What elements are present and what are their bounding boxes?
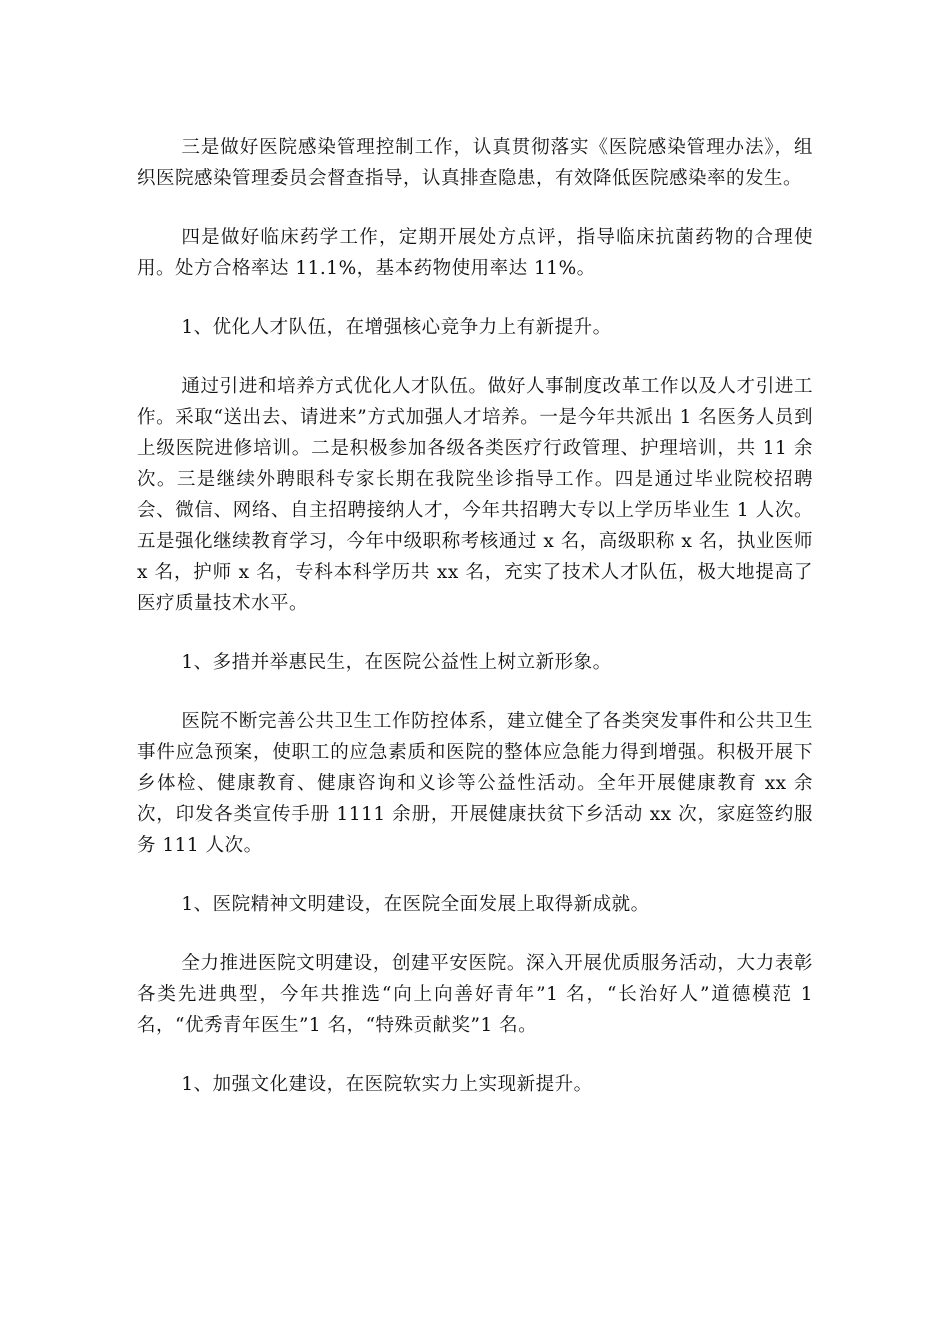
section-heading-public-welfare: 1、多措并举惠民生，在医院公益性上树立新形象。: [181, 652, 612, 673]
paragraph-clinical-pharmacy: 四是做好临床药学工作，定期开展处方点评，指导临床抗菌药物的合理使用。处方合格率达 11.1%，基本药物使用率达 11%。: [137, 227, 813, 279]
section-heading-culture: 1、加强文化建设，在医院软实力上实现新提升。: [181, 1074, 593, 1095]
paragraph-public-welfare: 医院不断完善公共卫生工作防控体系，建立健全了各类突发事件和公共卫生事件应急预案，使职工的应急素质和医院的整体应急能力得到增强。积极开展下乡体检、健康教育、健康咨询和义诊等公益性活动。全年开展健康教育 xx 余次，印发各类宣传手册 1111 余册，开展健康扶贫下乡活动 xx 次，家庭签约服务 111 人次。: [137, 711, 813, 856]
paragraph-talent: 通过引进和培养方式优化人才队伍。做好人事制度改革工作以及人才引进工作。采取“送出去、请进来”方式加强人才培养。一是今年共派出 1 名医务人员到上级医院进修培训。二是积极参加各级各类医疗行政管理、护理培训，共 11 余次。三是继续外聘眼科专家长期在我院坐诊指导工作。四是通过毕业院校招聘会、微信、网络、自主招聘接纳人才，今年共招聘大专以上学历毕业生 1 人次。五是强化继续教育学习，今年中级职称考核通过 x 名，高级职称 x 名，执业医师 x 名，护师 x 名，专科本科学历共 xx 名，充实了技术人才队伍，极大地提高了医疗质量技术水平。: [137, 376, 813, 614]
document-body: [137, 132, 813, 1128]
paragraph-civilization: 全力推进医院文明建设，创建平安医院。深入开展优质服务活动，大力表彰各类先进典型，今年共推选“向上向善好青年”1 名，“长治好人”道德模范 1 名，“优秀青年医生”1 名，“特殊贡献奖”1 名。: [137, 953, 813, 1036]
section-heading-civilization: 1、医院精神文明建设，在医院全面发展上取得新成就。: [181, 894, 650, 915]
paragraph-infection-control: 三是做好医院感染管理控制工作，认真贯彻落实《医院感染管理办法》，组织医院感染管理委员会督查指导，认真排查隐患，有效降低医院感染率的发生。: [137, 137, 813, 189]
section-heading-talent: 1、优化人才队伍，在增强核心竞争力上有新提升。: [181, 317, 612, 338]
